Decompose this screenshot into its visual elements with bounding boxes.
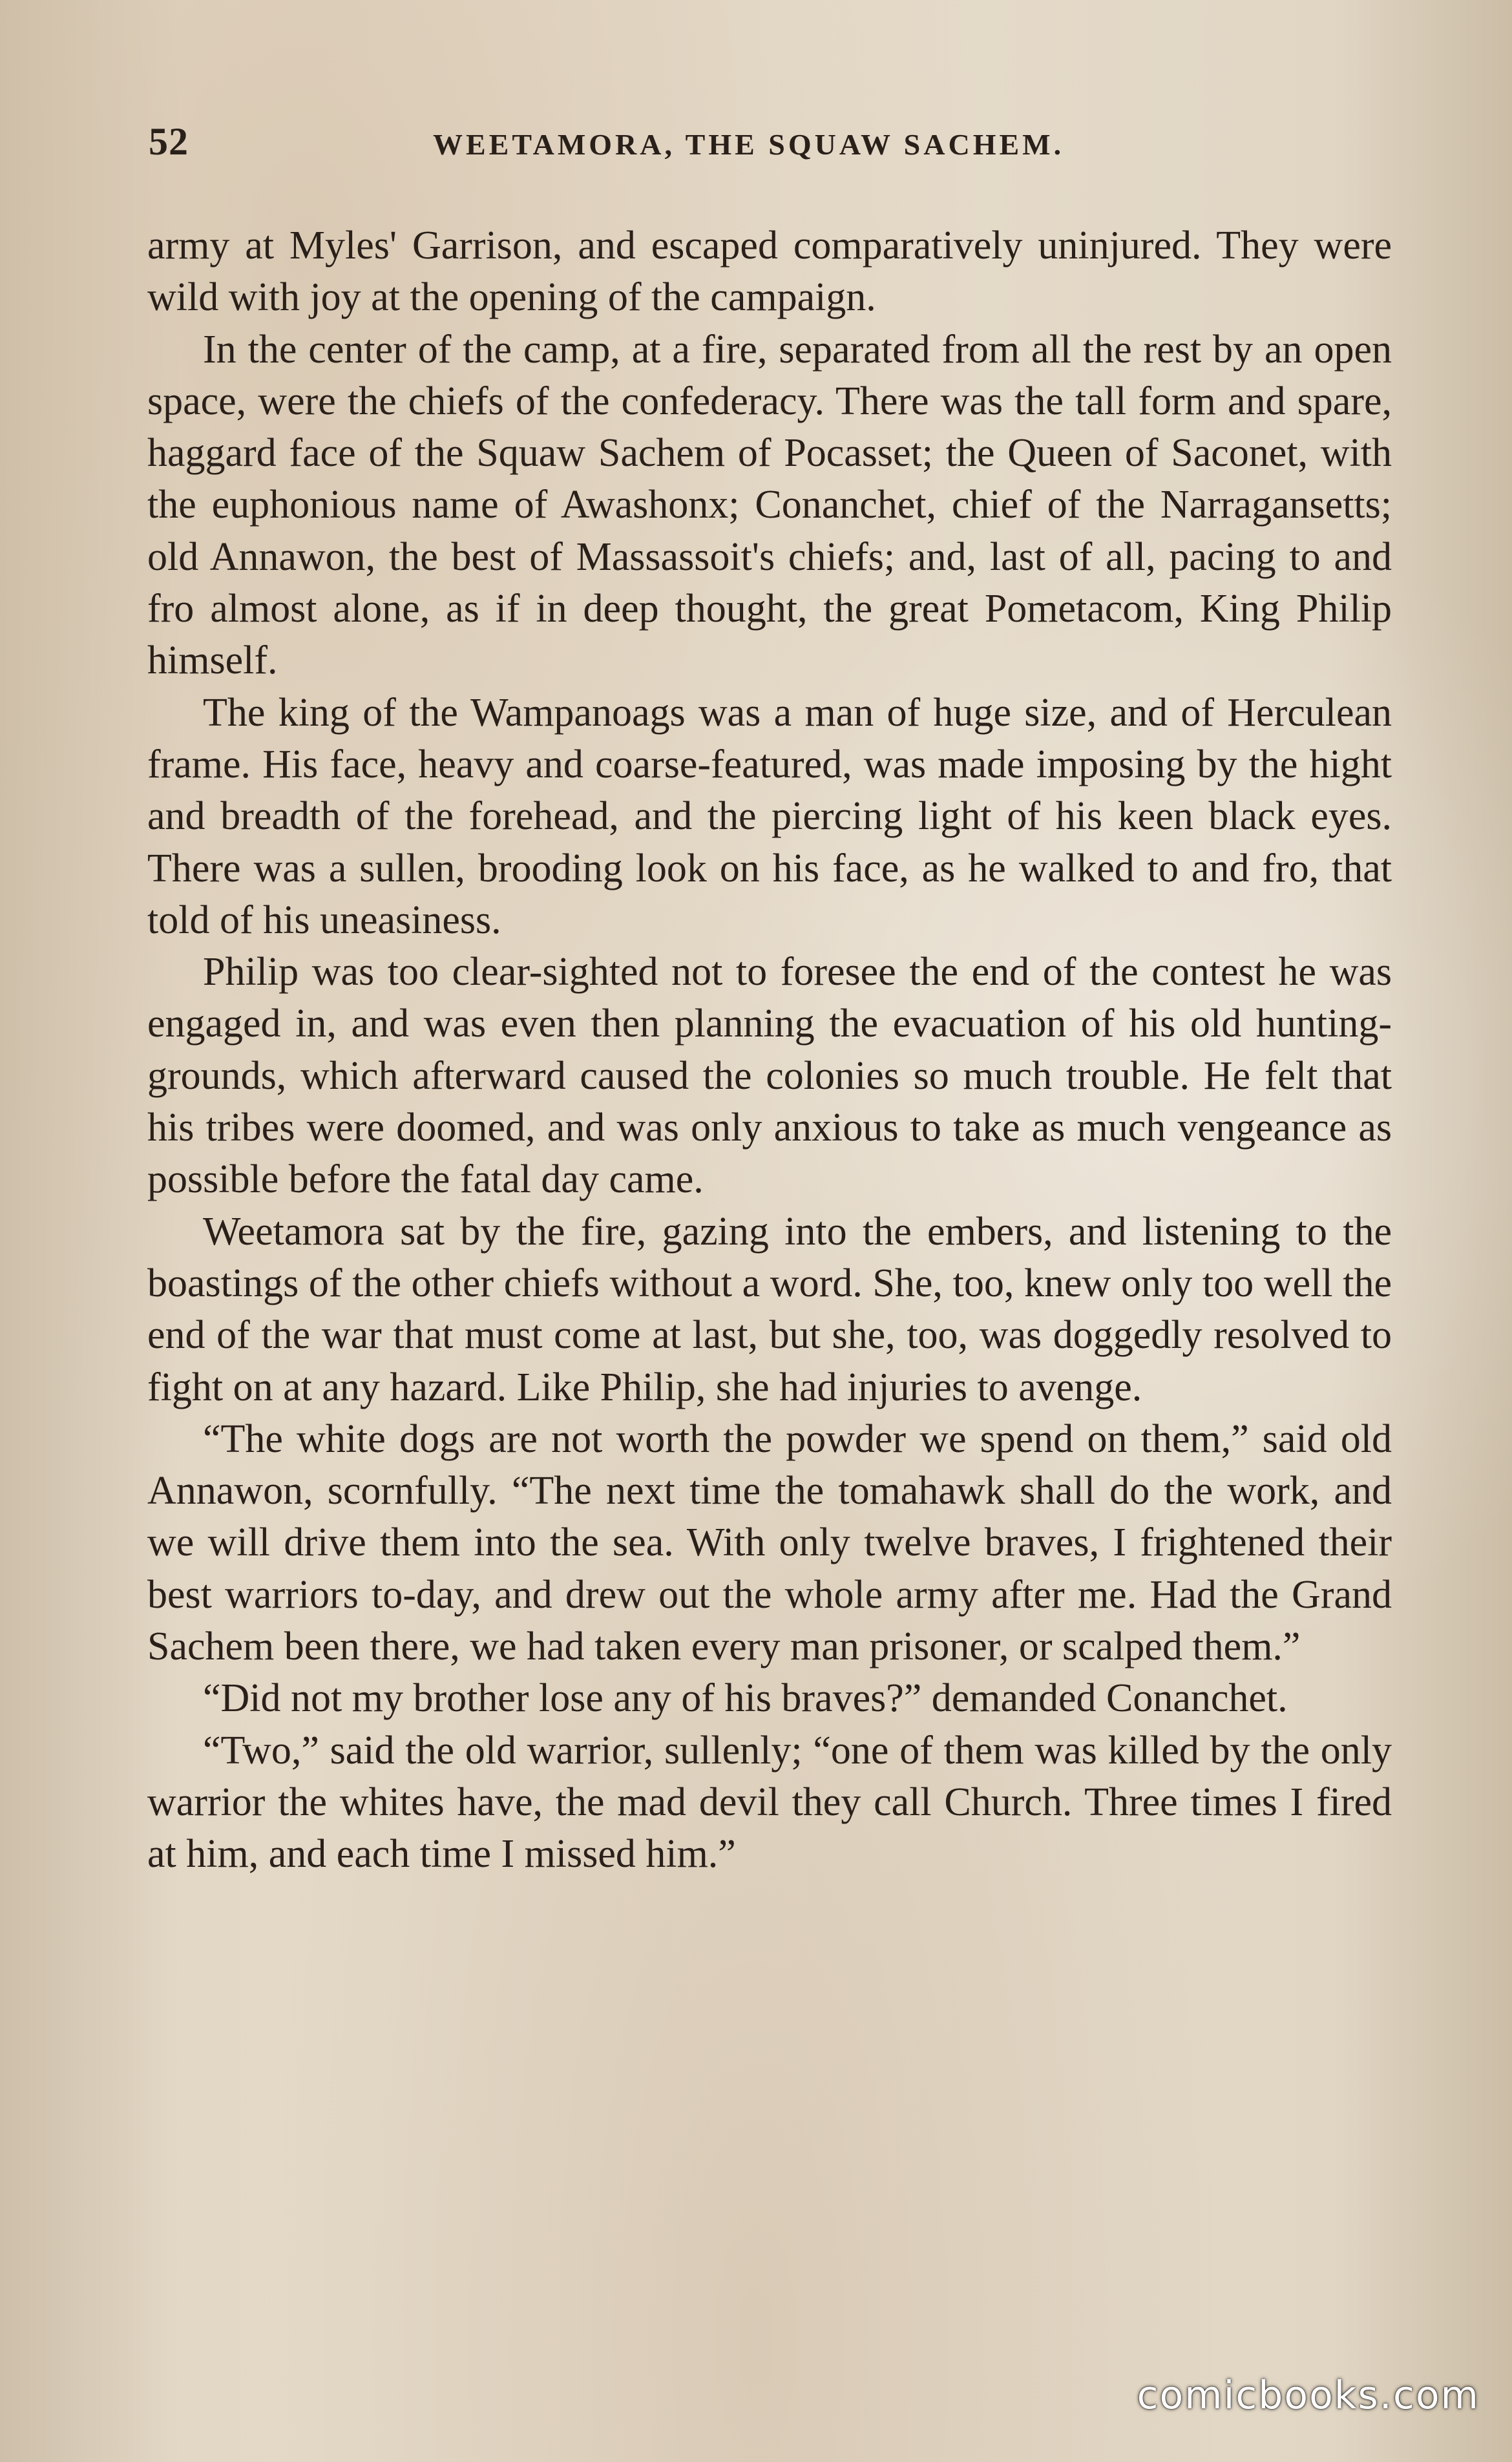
page-number: 52	[149, 120, 189, 163]
paragraph: Philip was too clear-sighted not to foresee the end of the contest he was engaged in, and was even then planning the evacuation of his old hunting-grounds, which afterward caused the colonies so much trouble. He felt that his tribes were doomed, and was only anxious to take as much vengeance as possible before the fatal day came.	[147, 950, 1392, 1202]
paragraph: “The white dogs are not worth the powder we spend on them,” said old Annawon, scornfully. “The next time the tomahawk shall do the work, and we will drive them into the sea. With only twelve braves, I frightened their best warriors to-day, and drew out the whole army after me. Had the Grand Sachem been there, we had taken every man prisoner, or scalped them.”	[147, 1416, 1392, 1669]
paragraph: “Did not my brother lose any of his braves?” demanded Conanchet.	[203, 1676, 1288, 1721]
running-head	[149, 120, 1383, 178]
paragraph: Weetamora sat by the fire, gazing into the embers, and listening to the boastings of the other chiefs without a word. She, too, knew only too well the end of the war that must come at last, but she, too, was doggedly resolved to fight on at any hazard. Like Philip, she had injuries to avenge.	[147, 1209, 1392, 1409]
paragraph: The king of the Wampanoags was a man of huge size, and of Herculean frame. His face, heavy and coarse-featured, was made imposing by the hight and breadth of the forehead, and the piercing light of his keen black eyes. There was a sullen, brooding look on his face, as he walked to and fro, that told of his uneasiness.	[147, 690, 1392, 942]
watermark: comicbooks.com	[1137, 2373, 1480, 2418]
paragraph: “Two,” said the old warrior, sullenly; “one of them was killed by the only warrior the whites have, the mad devil they call Church. Three times I fired at him, and each time I missed him.”	[147, 1728, 1392, 1877]
paragraph-continuation: army at Myles' Garrison, and escaped comparatively uninjured. They were wild with joy at the opening of the campaign.	[147, 224, 1392, 320]
body-text	[147, 220, 1392, 1880]
running-title: WEETAMORA, THE SQUAW SACHEM.	[433, 128, 1065, 161]
paragraph: In the center of the camp, at a fire, separated from all the rest by an open space, were the chiefs of the confederacy. There was the tall form and spare, haggard face of the Squaw Sachem of Pocasset; the Queen of Saconet, with the euphonious name of Awashonx; Conanchet, chief of the Narragansetts; old Annawon, the best of Massassoit's chiefs; and, last of all, pacing to and fro almost alone, as if in deep thought, the great Pometacom, King Philip himself.	[147, 327, 1392, 683]
